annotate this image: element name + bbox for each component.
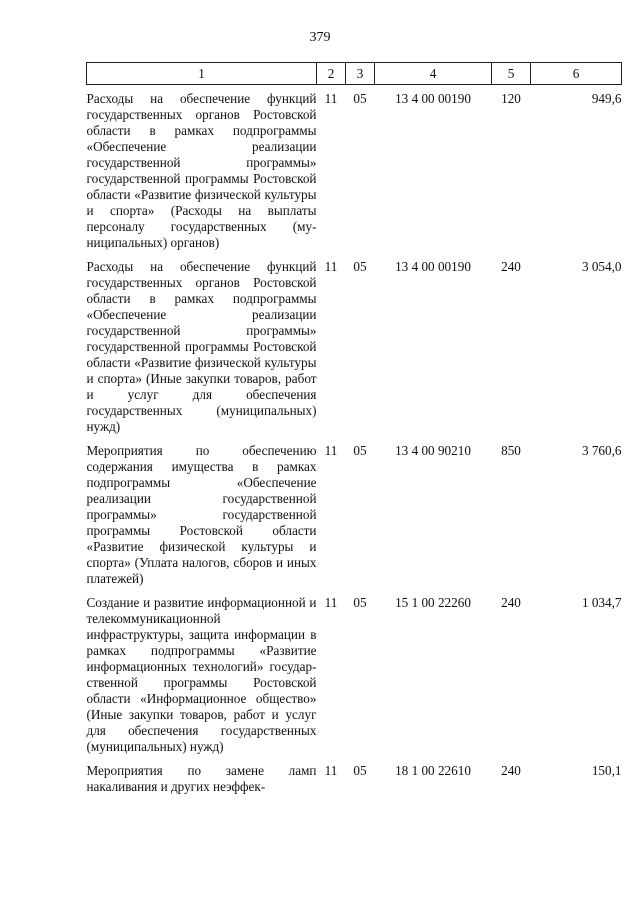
header-row [87,63,622,85]
row-description: Создание и развитие информационной и телекоммуникационной инфраструктуры, защита информации в рамках подпрограммы «Развитие информационных технологий» государственной программы Ростовской области «Информационное общество» (Иные закупки товаров, работ и услуг для обеспечения государственных (муниципальных) нужд) [86,595,317,754]
row-expense-type: 850 [501,443,521,458]
row-section: 11 [324,259,338,274]
row-target-code: 13 4 00 00190 [395,259,471,274]
header-col-1: 1 [87,63,317,85]
row-section: 11 [324,763,338,778]
row-section: 11 [324,595,338,610]
row-expense-type: 240 [501,259,521,274]
row-subsection: 05 [353,595,367,610]
row-description: Расходы на обеспечение функций государственных органов Ростовской области в рамках подпрограммы «Обеспечение реализации государственной программы» государственной программы Ростовской области «Развитие физической культуры и спорта» (Иные закупки товаров, работ и услуг для обеспечения государственных (муниципальных) нужд) [86,259,317,434]
row-expense-type: 240 [501,595,521,610]
row-section: 11 [324,91,338,106]
table-row [87,437,622,589]
row-amount: 949,6 [591,91,622,106]
row-amount: 3 760,6 [581,443,622,458]
row-expense-type: 120 [501,91,521,106]
table-header [87,63,622,85]
row-amount: 1 034,7 [581,595,622,610]
row-target-code: 15 1 00 22260 [395,595,471,610]
row-target-code: 13 4 00 00190 [395,91,471,106]
row-section: 11 [324,443,338,458]
row-subsection: 05 [353,259,367,274]
row-description: Мероприятия по обеспечению содержания имущества в рамках подпрограммы «Обеспечение реализации государственной программы» государственной программы Ростовской области «Развитие физической культуры и спорта» (Уплата налогов, сборов и иных платежей) [86,443,317,586]
row-description: Расходы на обеспечение функций государственных органов Ростовской области в рамках подпрограммы «Обеспечение реализации государственной программы» государственной программы Ростовской области «Развитие физической культуры и спорта» (Расходы на выплаты персоналу государственных (муниципальных) органов) [86,91,317,250]
header-col-5: 5 [492,63,531,85]
budget-table [86,62,622,797]
row-target-code: 13 4 00 90210 [395,443,471,458]
table-row [87,757,622,797]
table-row [87,589,622,757]
header-col-6: 6 [531,63,622,85]
row-subsection: 05 [353,443,367,458]
header-col-2: 2 [317,63,346,85]
header-col-4: 4 [375,63,492,85]
row-expense-type: 240 [501,763,521,778]
row-description: Мероприятия по замене ламп накаливания и других неэффек- [86,763,317,794]
row-amount: 3 054,0 [581,259,622,274]
row-target-code: 18 1 00 22610 [395,763,471,778]
table-row [87,85,622,254]
table-row [87,253,622,437]
row-amount: 150,1 [591,763,622,778]
row-subsection: 05 [353,91,367,106]
table-body [87,85,622,798]
page-number: 379 [309,30,331,45]
row-subsection: 05 [353,763,367,778]
header-col-3: 3 [346,63,375,85]
